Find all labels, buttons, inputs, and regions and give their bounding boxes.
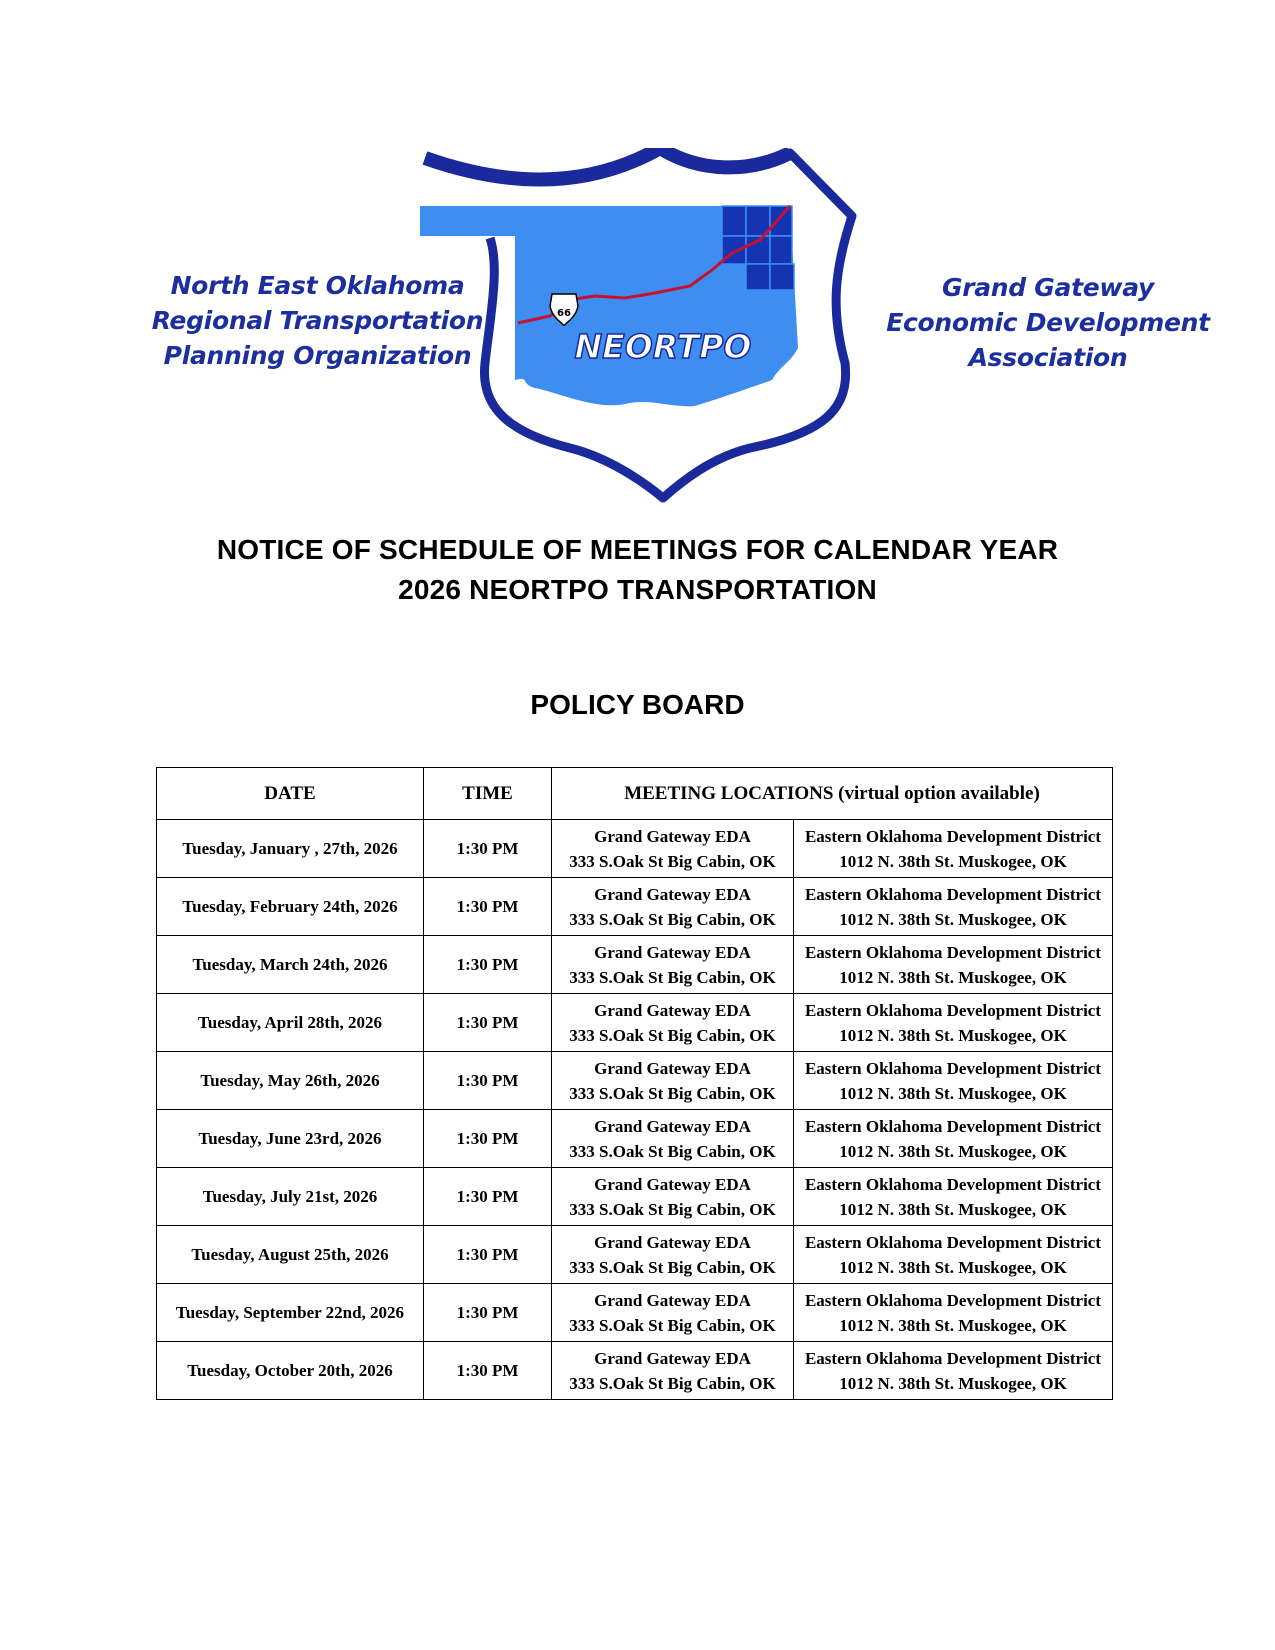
table-row — [157, 1226, 1113, 1284]
location-address: 1012 N. 38th St. Muskogee, OK — [839, 1141, 1067, 1161]
right-org-line: Association — [968, 343, 1128, 372]
location-name: Grand Gateway EDA — [594, 942, 751, 962]
header-date: DATE — [157, 768, 424, 820]
location-address: 333 S.Oak St Big Cabin, OK — [569, 909, 776, 929]
location-address: 333 S.Oak St Big Cabin, OK — [569, 1141, 776, 1161]
location-name: Grand Gateway EDA — [594, 1232, 751, 1252]
cell-location-grand-gateway — [552, 1284, 794, 1342]
cell-location-grand-gateway — [552, 1052, 794, 1110]
location-name: Grand Gateway EDA — [594, 826, 751, 846]
cell-time: 1:30 PM — [424, 878, 552, 936]
left-org-line: Planning Organization — [163, 341, 472, 370]
notice-title-line2: 2026 NEORTPO TRANSPORTATION — [398, 574, 877, 605]
location-name: Grand Gateway EDA — [594, 884, 751, 904]
notice-title-line1: NOTICE OF SCHEDULE OF MEETINGS FOR CALENDAR YEAR — [216, 534, 1059, 565]
cell-time: 1:30 PM — [424, 1110, 552, 1168]
location-address: 1012 N. 38th St. Muskogee, OK — [839, 1025, 1067, 1045]
table-row — [157, 1168, 1113, 1226]
right-organization-name — [868, 270, 1228, 375]
cell-date: Tuesday, March 24th, 2026 — [157, 936, 424, 994]
table-row — [157, 994, 1113, 1052]
location-address: 333 S.Oak St Big Cabin, OK — [569, 1373, 776, 1393]
cell-time: 1:30 PM — [424, 1342, 552, 1400]
cell-date: Tuesday, July 21st, 2026 — [157, 1168, 424, 1226]
location-address: 333 S.Oak St Big Cabin, OK — [569, 967, 776, 987]
table-row — [157, 1284, 1113, 1342]
location-name: Eastern Oklahoma Development District — [804, 1348, 1102, 1368]
table-row — [157, 936, 1113, 994]
table-row — [157, 1052, 1113, 1110]
location-address: 1012 N. 38th St. Muskogee, OK — [839, 909, 1067, 929]
cell-location-eastern-oklahoma — [794, 820, 1113, 878]
location-name: Eastern Oklahoma Development District — [804, 1000, 1102, 1020]
table-row — [157, 820, 1113, 878]
route-66-number: 66 — [557, 308, 571, 319]
policy-board-heading: POLICY BOARD — [530, 689, 745, 720]
location-address: 333 S.Oak St Big Cabin, OK — [569, 1199, 776, 1219]
cell-location-eastern-oklahoma — [794, 994, 1113, 1052]
cell-location-eastern-oklahoma — [794, 1110, 1113, 1168]
table-row — [157, 1342, 1113, 1400]
table-header-row — [157, 768, 1113, 820]
location-address: 333 S.Oak St Big Cabin, OK — [569, 851, 776, 871]
location-address: 1012 N. 38th St. Muskogee, OK — [839, 1315, 1067, 1335]
header-time: TIME — [424, 768, 552, 820]
cell-location-grand-gateway — [552, 1110, 794, 1168]
cell-date: Tuesday, September 22nd, 2026 — [157, 1284, 424, 1342]
cell-date: Tuesday, May 26th, 2026 — [157, 1052, 424, 1110]
table-row — [157, 878, 1113, 936]
location-address: 1012 N. 38th St. Muskogee, OK — [839, 967, 1067, 987]
location-address: 1012 N. 38th St. Muskogee, OK — [839, 1199, 1067, 1219]
location-name: Eastern Oklahoma Development District — [804, 1290, 1102, 1310]
location-name: Grand Gateway EDA — [594, 1058, 751, 1078]
shield-top-swoosh — [425, 148, 790, 179]
cell-location-grand-gateway — [552, 820, 794, 878]
cell-location-eastern-oklahoma — [794, 1284, 1113, 1342]
location-name: Eastern Oklahoma Development District — [804, 942, 1102, 962]
meeting-schedule-table — [156, 767, 1113, 1400]
location-name: Eastern Oklahoma Development District — [804, 884, 1102, 904]
header-locations: MEETING LOCATIONS (virtual option available) — [552, 768, 1113, 820]
right-org-line: Grand Gateway — [941, 273, 1154, 302]
cell-date: Tuesday, January , 27th, 2026 — [157, 820, 424, 878]
cell-time: 1:30 PM — [424, 936, 552, 994]
cell-location-eastern-oklahoma — [794, 1226, 1113, 1284]
cell-location-eastern-oklahoma — [794, 1168, 1113, 1226]
cell-time: 1:30 PM — [424, 994, 552, 1052]
location-name: Grand Gateway EDA — [594, 1000, 751, 1020]
cell-date: Tuesday, August 25th, 2026 — [157, 1226, 424, 1284]
neortpo-logo — [420, 148, 890, 518]
cell-time: 1:30 PM — [424, 820, 552, 878]
location-name: Eastern Oklahoma Development District — [804, 1174, 1102, 1194]
location-address: 333 S.Oak St Big Cabin, OK — [569, 1083, 776, 1103]
cell-date: Tuesday, February 24th, 2026 — [157, 878, 424, 936]
location-address: 333 S.Oak St Big Cabin, OK — [569, 1315, 776, 1335]
location-address: 1012 N. 38th St. Muskogee, OK — [839, 1257, 1067, 1277]
location-address: 333 S.Oak St Big Cabin, OK — [569, 1025, 776, 1045]
logo-wordmark: NEORTPO — [574, 327, 752, 366]
location-name: Grand Gateway EDA — [594, 1348, 751, 1368]
cell-location-grand-gateway — [552, 994, 794, 1052]
cell-location-eastern-oklahoma — [794, 1342, 1113, 1400]
right-org-line: Economic Development — [886, 308, 1210, 337]
cell-location-grand-gateway — [552, 878, 794, 936]
letterhead — [0, 0, 1275, 520]
cell-time: 1:30 PM — [424, 1052, 552, 1110]
location-name: Grand Gateway EDA — [594, 1290, 751, 1310]
location-address: 333 S.Oak St Big Cabin, OK — [569, 1257, 776, 1277]
cell-location-eastern-oklahoma — [794, 1052, 1113, 1110]
cell-location-grand-gateway — [552, 1168, 794, 1226]
notice-title — [100, 530, 1175, 610]
cell-location-grand-gateway — [552, 1342, 794, 1400]
location-name: Eastern Oklahoma Development District — [804, 1058, 1102, 1078]
location-address: 1012 N. 38th St. Muskogee, OK — [839, 851, 1067, 871]
cell-location-grand-gateway — [552, 936, 794, 994]
cell-location-eastern-oklahoma — [794, 936, 1113, 994]
location-name: Eastern Oklahoma Development District — [804, 1232, 1102, 1252]
location-name: Eastern Oklahoma Development District — [804, 826, 1102, 846]
left-org-line: Regional Transportation — [151, 306, 484, 335]
cell-time: 1:30 PM — [424, 1284, 552, 1342]
cell-date: Tuesday, April 28th, 2026 — [157, 994, 424, 1052]
left-org-line: North East Oklahoma — [170, 271, 465, 300]
cell-time: 1:30 PM — [424, 1168, 552, 1226]
cell-time: 1:30 PM — [424, 1226, 552, 1284]
cell-location-grand-gateway — [552, 1226, 794, 1284]
location-name: Grand Gateway EDA — [594, 1116, 751, 1136]
cell-date: Tuesday, June 23rd, 2026 — [157, 1110, 424, 1168]
location-address: 1012 N. 38th St. Muskogee, OK — [839, 1083, 1067, 1103]
location-name: Eastern Oklahoma Development District — [804, 1116, 1102, 1136]
table-row — [157, 1110, 1113, 1168]
table-body — [157, 820, 1113, 1400]
location-address: 1012 N. 38th St. Muskogee, OK — [839, 1373, 1067, 1393]
cell-date: Tuesday, October 20th, 2026 — [157, 1342, 424, 1400]
location-name: Grand Gateway EDA — [594, 1174, 751, 1194]
cell-location-eastern-oklahoma — [794, 878, 1113, 936]
